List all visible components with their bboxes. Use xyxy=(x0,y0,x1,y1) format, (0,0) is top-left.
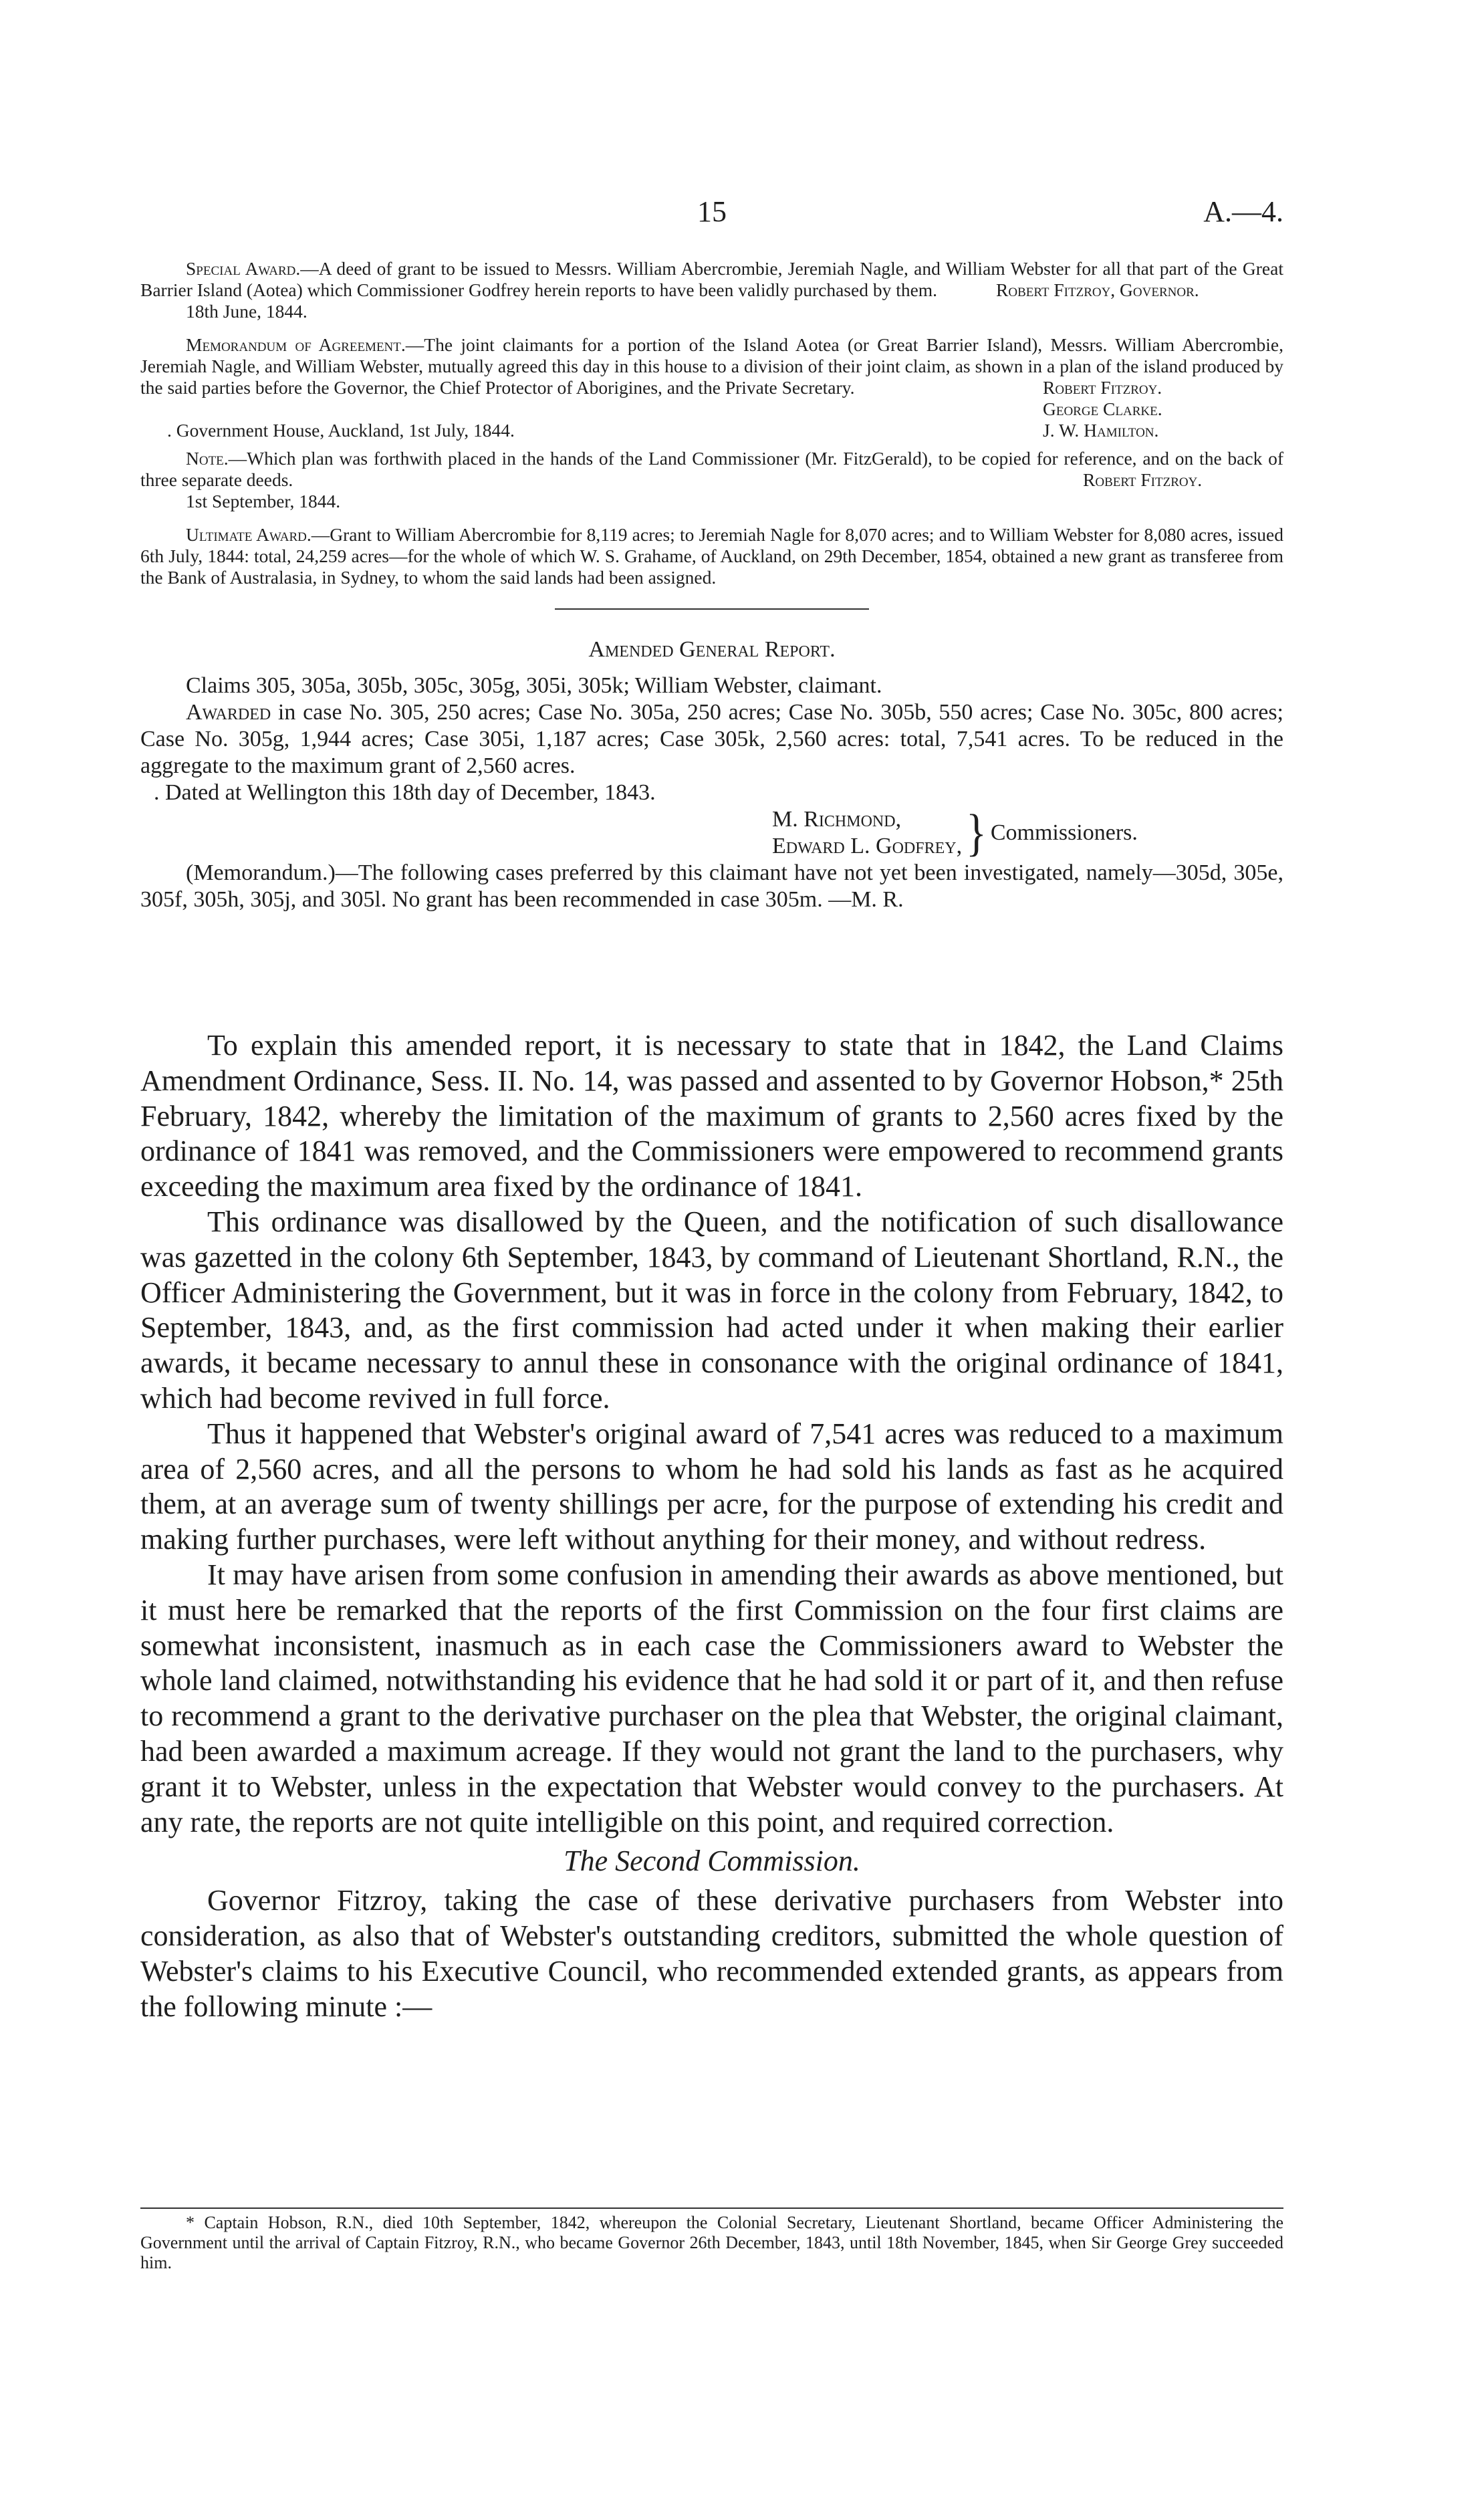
memorandum-sig2: George Clarke. xyxy=(1043,398,1162,419)
ultimate-award-paragraph xyxy=(140,524,1283,588)
body-paragraph-1: To explain this amended report, it is necessary to state that in 1842, the Land Claims Amendment Ordinance, Sess. II. No. 14, was passed and assented to by Governor Hobson,* 25th February, 1842, whereby the limitation of the maximum of grants to 2,560 acres fixed by the ordinance of 1841 was removed, and the Commissioners were empowered to recommend grants exceeding the maximum area fixed by the ordinance of 1841. xyxy=(140,1029,1283,1203)
commissioner-godfrey: Edward L. Godfrey, xyxy=(772,834,963,858)
body-section xyxy=(140,1028,1283,2024)
memorandum-body: —The joint claimants for a portion of the Island Aotea (or Great Barrier Island), Messrs. William Abercrombie, Jeremiah Nagle, and William Webster, mutually agreed this day in this house to a division of their joint claim, as shown in a plan of the island produced by the said parties before the Governor, the Chief Protector of Aborigines, and the Private Secretary. xyxy=(140,334,1283,398)
upper-section xyxy=(140,258,1283,913)
ultimate-award-body: —Grant to William Abercrombie for 8,119 acres; to Jeremiah Nagle for 8,070 acres; and to William Webster for 8,080 acres, issued 6th July, 1844: total, 24,259 acres—for the whole of which W. S. Grahame, of Auckland, on 29th December, 1854, obtained a new grant as transferee from the Bank of Australasia, in Sydney, to whom the said lands had been assigned. xyxy=(140,524,1283,588)
note-lead: Note. xyxy=(186,448,229,469)
amended-report-awarded xyxy=(140,699,1283,780)
special-award-body: —A deed of grant to be issued to Messrs. William Abercrombie, Jeremiah Nagle, and William Webster for all that part of the Great Barrier Island (Aotea) which Commissioner Godfrey herein reports to have been validly purchased by them. xyxy=(140,258,1283,300)
brace-glyph: } xyxy=(966,804,987,861)
memorandum-sig1: Robert Fitzroy. xyxy=(1043,377,1162,398)
body-paragraph-2: This ordinance was disallowed by the Queen, and the notification of such disallowance was gazetted in the colony 6th September, 1843, by command of Lieutenant Shortland, R.N., the Officer Administering the Government, but it was in force in the colony from February, 1842, to September, 1843, and, as the first commission had acted under it when making their earlier awards, it became necessary to annul these in consonance with the original ordinance of 1841, which had become revived in full force. xyxy=(140,1205,1283,1415)
note-signature: Robert Fitzroy. xyxy=(1083,469,1203,490)
amended-report-memo: (Memorandum.)—The following cases preferred by this claimant have not yet been investigated, namely—305d, 305e, 305f, 305h, 305j, and 305l. No grant has been recommended in case 305m. —M. R. xyxy=(140,860,1283,912)
amended-report-dated: . Dated at Wellington this 18th day of December, 1843. xyxy=(154,780,656,805)
note-signature-line xyxy=(140,469,1283,491)
memorandum-place-date: . Government House, Auckland, 1st July, 1844. xyxy=(167,420,515,441)
section-divider xyxy=(555,608,869,610)
amended-report-claims: Claims 305, 305a, 305b, 305c, 305g, 305i, 305k; William Webster, claimant. xyxy=(186,673,882,698)
footnote-rule xyxy=(140,2207,1283,2209)
commissioner-richmond: M. Richmond, xyxy=(772,807,902,832)
awarded-lead: Awarded xyxy=(186,700,271,725)
commissioner-names xyxy=(772,806,962,860)
page-header xyxy=(140,189,1283,235)
body-paragraph-4: It may have arisen from some confusion in amending their awards as above mentioned, but it must here be remarked that the reports of the first Commission on the four first claims are somewhat inconsistent, inasmuch as in each case the Commissioners award to Webster the whole land claimed, notwithstanding his evidence that he had sold it or part of it, and then refuse to recommend a grant to the derivative purchaser on the plea that Webster, the original claimant, had been awarded a maximum acreage. If they would not grant the land to the purchasers, why grant it to Webster, unless in the expectation that Webster would convey to the purchasers. At any rate, the reports are not quite intelligible on this point, and required correction. xyxy=(140,1558,1283,1838)
body-paragraph-3: Thus it happened that Webster's original award of 7,541 acres was reduced to a maximum area of 2,560 acres, and all the persons to whom he had sold his lands as fast as he acquired them, at an average sum of twenty shillings per acre, for the purpose of extending his credit and making further purchases, were left without anything for their money, and without redress. xyxy=(140,1417,1283,1556)
page-number: 15 xyxy=(697,195,727,228)
document-reference: A.—4. xyxy=(1203,195,1283,228)
special-award-signature: Robert Fitzroy, Governor. xyxy=(996,279,1199,300)
ultimate-award-lead: Ultimate Award. xyxy=(186,524,312,545)
commissioners-label: Commissioners. xyxy=(990,820,1138,845)
note-body: —Which plan was forthwith placed in the hands of the Land Commissioner (Mr. FitzGerald), to be copied for reference, and on the back of three separate deeds. xyxy=(140,448,1283,490)
note-date: 1st September, 1844. xyxy=(186,491,341,511)
awarded-body: in case No. 305, 250 acres; Case No. 305a, 250 acres; Case No. 305b, 550 acres; Case No. 305c, 800 acres; Case No. 305g, 1,944 acres; Case 305i, 1,187 acres; Case 305k, 2,560 acres: total, 7,541 acres. To be reduced in the aggregate to the maximum grant of 2,560 acres. xyxy=(140,700,1283,778)
commissioners-block xyxy=(140,806,1283,860)
second-commission-heading: The Second Commission. xyxy=(564,1844,860,1878)
special-award-date: 18th June, 1844. xyxy=(186,301,307,322)
memorandum-lead: Memorandum of Agreement. xyxy=(186,334,406,355)
amended-report-title: Amended General Report. xyxy=(588,637,836,662)
memorandum-sig3: J. W. Hamilton. xyxy=(1043,420,1159,441)
memorandum-sig2-line xyxy=(140,398,1283,420)
second-commission-paragraph: Governor Fitzroy, taking the case of these derivative purchasers from Webster into consideration, as also that of Webster's outstanding creditors, submitted the whole question of Webster's claims to his Executive Council, who recommended extended grants, as appears from the following minute :— xyxy=(140,1884,1283,2023)
footnote: * Captain Hobson, R.N., died 10th September, 1842, whereupon the Colonial Secretary, Lieutenant Shortland, became Officer Administering the Government until the arrival of Captain Fitzroy, R.N., who became Governor 26th December, 1843, until 18th November, 1845, when Sir George Grey succeeded him. xyxy=(140,2213,1283,2272)
special-award-lead: Special Award. xyxy=(186,258,301,279)
memorandum-place-line xyxy=(140,420,1283,441)
